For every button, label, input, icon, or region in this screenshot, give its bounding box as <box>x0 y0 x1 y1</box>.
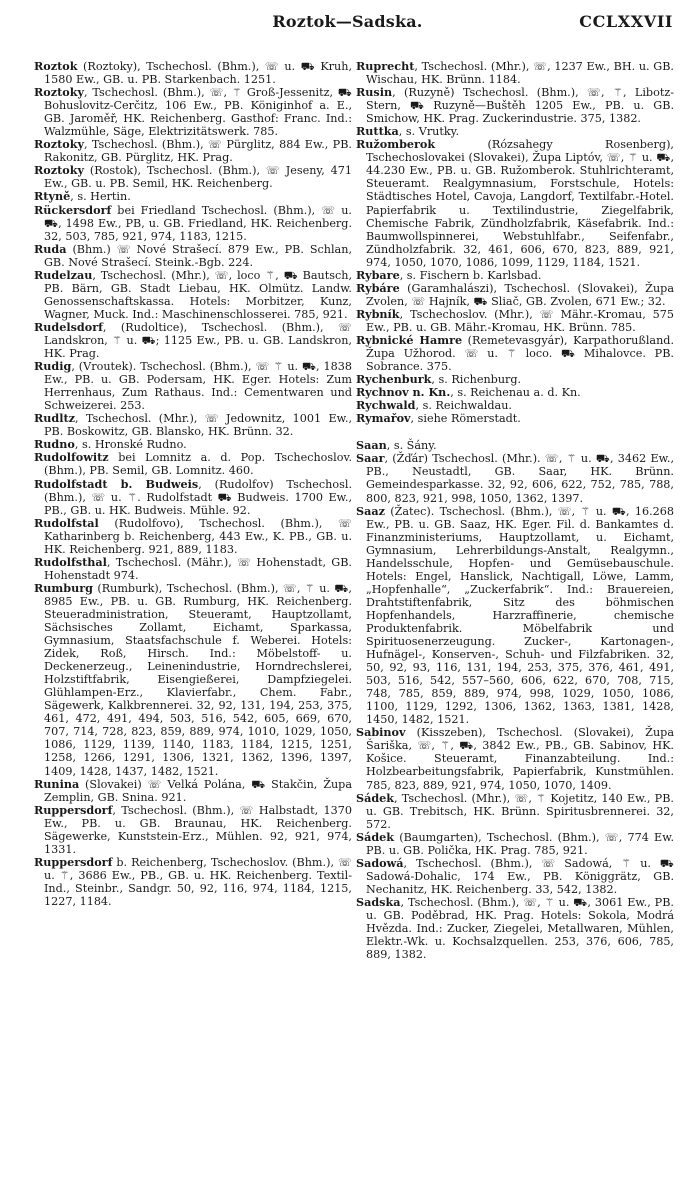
entry-headword: Rybnické Hamre <box>356 332 463 347</box>
directory-entry <box>34 582 352 778</box>
entry-text: bei Lomnitz a. d. Pop. Tschechoslov. (Bhm.), PB. Semil, GB. Lomnitz. 460. <box>44 451 352 478</box>
entry-text: (Baumgarten), Tschechosl. (Bhm.), ☏, 774 Ew. PB. u. GB. Polička, HK. Prag. 785, 921. <box>366 830 674 857</box>
entry-headword: Rudelsdorf <box>34 319 103 334</box>
entry-text: (Žatec). Tschechosl. (Bhm.), ☏, ⚚ u. ⛟, 16.268 Ew., PB. u. GB. Saaz, HK. Eger. Fil. d. Bankamtes d. Finanzministeriums, Hauptzollamt, u. Eichamt, Gymnasium, Lehrerbildungs-Anstalt, Realgymn., Handelsschule, Hopfen- und Gemüsebauschule. Hotels: Engel, Hanslick, Nachtigall, Löwe, Lamm, „Hopfenhalle“, „Zuckerfabrik“. Ind.: Brauereien, Drahtstiftenfabrik, Sitz des böhmischen Hopfenhandels, Harzraffinerie, chemische Produktenfabrik. Möbelfabrik und Spirituosenerzeugung. Zucker-, Kartonagen-, Hufnägel-, Konserven-, Schuh- und Filzfabriken. 32, 50, 92, 93, 116, 131, 194, 253, 375, 376, 461, 491, 503, 516, 542, 557–560, 606, 622, 670, 708, 715, 748, 785, 859, 889, 974, 998, 1029, 1050, 1086, 1100, 1129, 1292, 1306, 1362, 1363, 1381, 1428, 1450, 1482, 1521. <box>366 504 674 727</box>
entry-text: , Tschechosl. (Mhr.), ☏, loco ⚚, ⛟ Bautsch, PB. Bärn, GB. Stadt Liebau, HK. Olmütz. Landw. Genossenschaftskassa. Hotels: Morbitzer, Kunz, Wagner, Muck. Ind.: Maschinenschlosserei. 785, 921. <box>44 268 352 321</box>
entry-headword: Sadowá <box>356 855 404 870</box>
left-column <box>34 60 352 908</box>
entry-headword: Sabinov <box>356 725 406 740</box>
entry-text: , s. Fischern b. Karlsbad. <box>399 268 542 282</box>
entry-headword: Sádek <box>356 829 395 844</box>
page-number: CCLXXVII <box>579 12 673 31</box>
directory-entry <box>356 857 674 896</box>
entry-text: (Rózsahegy Rosenberg), Tschechoslovakei (Slovakei), Župa Liptóv, ☏, ⚚ u. ⛟, 44.230 Ew., PB. u. GB. Ružomberok. Stuhlrichteramt, Steueramt. Realgymnasium, Forstschule, Hotels: Städtisches Hotel, Cavoja, Langdorf, Textilfabr.-Hotel. Papierfabrik u. Textilindustrie, Ziegelfabrik, Chemische Fabrik, Zündholzfabrik, Käsefabrik. Ind.: Baumwollspinnerei, Webstuhlfabr., Seifenfabr., Zündholzfabrik. 32, 461, 606, 670, 823, 889, 921, 974, 1050, 1070, 1086, 1099, 1129, 1184, 1521. <box>366 138 674 269</box>
entry-headword: Rybare <box>356 267 400 282</box>
directory-entry <box>356 86 674 125</box>
page-header <box>0 6 695 36</box>
directory-entry <box>356 269 674 282</box>
entry-text: , Tschechosl. (Bhm.), ☏, ⚚ u. ⛟, 3061 Ew., PB. u. GB. Poděbrad, HK. Prag. Hotels: Sokola, Modrá Hvězda. Ind.: Zucker, Ziegelei, Metallwaren, Mühlen, Elektr.-Wk. u. Kochsalzquellen. 253, 376, 606, 785, 889, 1382. <box>366 895 674 962</box>
entry-text: , Tschechosl. (Mhr.), ☏, ⚚ Kojetitz, 140 Ew., PB. u. GB. Trebitsch, HK. Brünn. Spiritusbrennerei. 32, 572. <box>366 791 674 831</box>
entry-text: , s. Vrutky. <box>398 125 460 139</box>
entry-headword: Roztok <box>34 59 78 73</box>
entry-headword: Rudolfsthal <box>34 554 107 569</box>
entry-text: (Remetevasgyár), Karpathorußland. Župa Užhorod. ☏ u. ⚚ loco. ⛟ Mihalovce. PB. Sobrance. 375. <box>366 333 675 374</box>
entry-text: , s. Hertin. <box>70 190 131 204</box>
running-title: Roztok—Sadska. <box>272 12 423 31</box>
directory-entry <box>34 556 352 582</box>
entry-headword: Runina <box>34 776 80 791</box>
directory-entry <box>34 478 352 517</box>
entry-headword: Rudno <box>34 437 75 452</box>
directory-entry <box>356 412 674 425</box>
entry-text: (Kisszeben), Tschechosl. (Slovakei), Župa Šariška, ☏, ⚚, ⛟, 3842 Ew., PB., GB. Sabinov, HK. Košice. Steueramt, Finanzabteilung. Ind.: Holzbearbeitungsfabrik, Papierfabrik, Kunstmühlen. 785, 823, 889, 921, 974, 1050, 1070, 1409. <box>366 726 674 792</box>
directory-entry <box>356 308 674 334</box>
directory-entry <box>356 792 674 831</box>
entry-headword: Roztoky <box>34 137 84 152</box>
entry-text: bei Friedland Tschechosl. (Bhm.), ☏ u. ⛟, 1498 Ew., PB, u. GB. Friedland, HK. Reichenberg. 32, 503, 785, 921, 974, 1183, 1215. <box>44 203 352 243</box>
directory-entry <box>34 360 352 412</box>
entry-text: (Bhm.) ☏ Nové Strašecí. 879 Ew., PB. Schlan, GB. Nové Strašecí. Steink.-Bgb. 224. <box>44 242 352 269</box>
entry-headword: Rumburg <box>34 580 93 595</box>
entry-text: , Tschechosl. (Bhm.), ☏, ⚚ Groß-Jessenitz, ⛟ Bohuslovitz-Cerčitz, 106 Ew., PB. Königinhof a. E., GB. Jaroměř, HK. Reichenberg. Gasthof: Franc. Ind.: Walzmühle, Säge, Elektrizitätswerk. 785. <box>44 86 352 139</box>
entry-text: , (Rudoltice), Tschechosl. (Bhm.), ☏ Landskron, ⚚ u. ⛟; 1125 Ew., PB. u. GB. Landskron, HK. Prag. <box>44 320 352 361</box>
entry-text: , Tschechoslov. (Mhr.), ☏ Mähr.-Kromau, 575 Ew., PB. u. GB. Mähr.-Kromau, HK. Brünn. 785. <box>366 307 674 334</box>
entry-headword: Rudolfstal <box>34 515 99 530</box>
directory-entry <box>356 282 674 308</box>
directory-entry <box>34 204 352 243</box>
entry-headword: Roztoky <box>34 163 84 178</box>
entry-text: (Rudolfovo), Tschechosl. (Bhm.), ☏ Katharinberg b. Reichenberg, 443 Ew., K. PB., GB. u. HK. Reichenberg. 921, 889, 1183. <box>44 516 352 556</box>
directory-entry <box>356 896 674 961</box>
entry-text: , Tschechosl. (Mhr.), ☏, 1237 Ew., BH. u. GB. Wischau, HK. Brünn. 1184. <box>366 60 674 87</box>
entry-headword: Saan <box>356 438 387 453</box>
entry-text: (Garamhalászi), Tschechosl. (Slovakei), Župa Zvolen, ☏ Hajník, ⛟ Sliač, GB. Zvolen, 671 Ew.; 32. <box>366 281 674 308</box>
entry-text: , s. Hronské Rudno. <box>74 438 187 452</box>
entry-text: (Roztoky), Tschechosl. (Bhm.), ☏ u. ⛟ Kruh, 1580 Ew., GB. u. PB. Starkenbach. 1251. <box>44 60 352 87</box>
entry-text: , Tschechosl. (Bhm.), ☏ Pürglitz, 884 Ew., PB. Rakonitz, GB. Pürglitz, HK. Prag. <box>44 138 352 165</box>
entry-text: , siehe Römerstadt. <box>410 412 521 426</box>
entry-text: , (Ruzyně) Tschechosl. (Bhm.), ☏, ⚚, Libotz-Stern, ⛟ Ruzyně—Buštěh 1205 Ew., PB. u. GB. Smichow, HK. Prag. Zuckerindustrie. 375, 1382. <box>366 86 674 126</box>
entry-headword: Saar <box>356 451 385 466</box>
entry-text: (Rumburk), Tschechosl. (Bhm.), ☏, ⚚ u. ⛟, 8985 Ew., PB. u. GB. Rumburg, HK. Reichenberg. Steueradministration, Steueramt, Hauptzollamt, Sächsisches Zollamt, Eichamt, Sparkassa, Gymnasium, Staatsfachschule f. Weberei. Hotels: Zidek, Roß, Hirsch. Ind.: Möbelstoff- u. Deckenerzeug., Leinenindustrie, Horndrechslerei, Holzstiftfabrik, Eisengießerei, Dampfziegelei. Glühlampen-Erz., Klavierfabr., Chem. Fabr., Sägewerk, Kalkbrennerei. 32, 92, 131, 194, 253, 375, 461, 472, 491, 494, 503, 516, 542, 605, 669, 670, 707, 714, 728, 823, 859, 889, 974, 1010, 1029, 1050, 1086, 1129, 1139, 1140, 1183, 1184, 1215, 1251, 1258, 1266, 1291, 1306, 1321, 1362, 1396, 1397, 1409, 1428, 1437, 1482, 1521. <box>44 581 352 778</box>
directory-entry <box>34 451 352 477</box>
entry-headword: Rychwald <box>356 398 416 413</box>
entry-headword: Rychenburk <box>356 372 432 387</box>
directory-entry <box>356 334 674 373</box>
entry-headword: Sádek <box>356 790 395 805</box>
entry-headword: Ružomberok <box>356 137 436 152</box>
directory-entry <box>356 831 674 857</box>
entry-headword: Rudig <box>34 359 72 374</box>
directory-entry <box>34 856 352 908</box>
entry-text: , s. Reichwaldau. <box>415 399 512 413</box>
entry-headword: Rychnov n. Kn. <box>356 385 451 400</box>
directory-entry <box>34 60 352 86</box>
entry-headword: Rudolfstadt b. Budweis <box>34 476 199 491</box>
right-column <box>356 60 674 961</box>
entry-text: , s. Šány. <box>386 439 437 453</box>
directory-entry <box>356 138 674 268</box>
entry-text: , s. Richenburg. <box>431 373 522 387</box>
entry-text: , Tschechosl. (Bhm.), ☏ Sadowá, ⚚ u. ⛟ Sadowá-Dohalic, 174 Ew., PB. Königgrätz, GB. Nechanitz, HK. Reichenberg. 33, 542, 1382. <box>366 856 674 896</box>
entry-headword: Rybník <box>356 306 400 321</box>
entry-text: , Tschechosl. (Mhr.), ☏ Jedownitz, 1001 Ew., PB. Boskowitz, GB. Blansko, HK. Brünn. 32. <box>44 412 352 439</box>
entry-headword: Rusin <box>356 85 393 100</box>
entry-headword: Ruttka <box>356 124 399 139</box>
directory-entry <box>34 164 352 190</box>
directory-entry <box>34 321 352 360</box>
entry-text: (Rostok), Tschechosl. (Bhm.), ☏ Jeseny, 471 Ew., GB. u. PB. Semil, HK. Reichenberg. <box>44 164 352 191</box>
entry-headword: Roztoky <box>34 85 84 100</box>
directory-entry <box>356 505 674 727</box>
directory-entry <box>356 439 674 452</box>
entry-text: , (Vroutek). Tschechosl. (Bhm.), ☏ ⚚ u. ⛟, 1838 Ew., PB. u. GB. Podersam, HK. Eger. Hotels: Zum Herrenhaus, Zum Rathaus. Ind.: Cementwaren und Schweizerei. 253. <box>44 360 352 413</box>
section-gap <box>356 425 674 439</box>
entry-headword: Rymařov <box>356 411 411 426</box>
directory-entry <box>34 804 352 856</box>
entry-headword: Rudolfowitz <box>34 450 109 465</box>
directory-entry <box>34 517 352 556</box>
entry-headword: Rtyně <box>34 189 71 204</box>
entry-headword: Rybáre <box>356 280 400 295</box>
entry-headword: Rudelzau <box>34 267 93 282</box>
entry-headword: Rückersdorf <box>34 202 112 217</box>
directory-entry <box>34 138 352 164</box>
entry-text: , Tschechosl. (Bhm.), ☏ Halbstadt, 1370 Ew., PB. u. GB. Braunau, HK. Reichenberg. Sägewerke, Kunststein-Erz., Mühlen. 92, 921, 974, 1331. <box>44 803 352 856</box>
entry-text: , Tschechosl. (Mähr.), ☏ Hohenstadt, GB. Hohenstadt 974. <box>44 555 352 582</box>
directory-entry <box>356 452 674 504</box>
entry-text: , s. Reichenau a. d. Kn. <box>450 386 581 400</box>
entry-headword: Ruppersdorf <box>34 854 113 869</box>
entry-headword: Ruda <box>34 241 67 256</box>
entry-text: (Slovakei) ☏ Velká Polána, ⛟ Stakčin, Župa Zemplin, GB. Snina. 921. <box>44 777 352 804</box>
directory-entry <box>356 60 674 86</box>
directory-entry <box>356 726 674 791</box>
entry-text: , (Rudolfov) Tschechosl. (Bhm.), ☏ u. ⚚. Rudolfstadt ⛟ Budweis. 1700 Ew., PB., GB. u. HK. Budweis. Mühle. 92. <box>44 477 352 517</box>
directory-entry <box>34 412 352 438</box>
entry-headword: Sadska <box>356 894 401 909</box>
directory-entry <box>34 269 352 321</box>
directory-entry <box>34 86 352 138</box>
entry-headword: Ruprecht <box>356 59 415 73</box>
entry-text: b. Reichenberg, Tschechoslov. (Bhm.), ☏ u. ⚚, 3686 Ew., PB., GB. u. HK. Reichenberg. Textil-Ind., Steinbr., Sandgr. 50, 92, 116, 974, 1184, 1215, 1227, 1184. <box>44 855 352 908</box>
directory-entry <box>34 778 352 804</box>
entry-text: , (Žďár) Tschechosl. (Mhr.). ☏, ⚚ u. ⛟, 3462 Ew., PB., Neustadtl, GB. Saar, HK. Brünn. Gemeindesparkasse. 32, 92, 606, 622, 752, 785, 788, 800, 823, 921, 998, 1050, 1362, 1397. <box>366 452 674 505</box>
entry-headword: Ruppersdorf <box>34 802 113 817</box>
entry-headword: Saaz <box>356 503 385 518</box>
entry-headword: Rudltz <box>34 411 76 426</box>
directory-entry <box>34 243 352 269</box>
